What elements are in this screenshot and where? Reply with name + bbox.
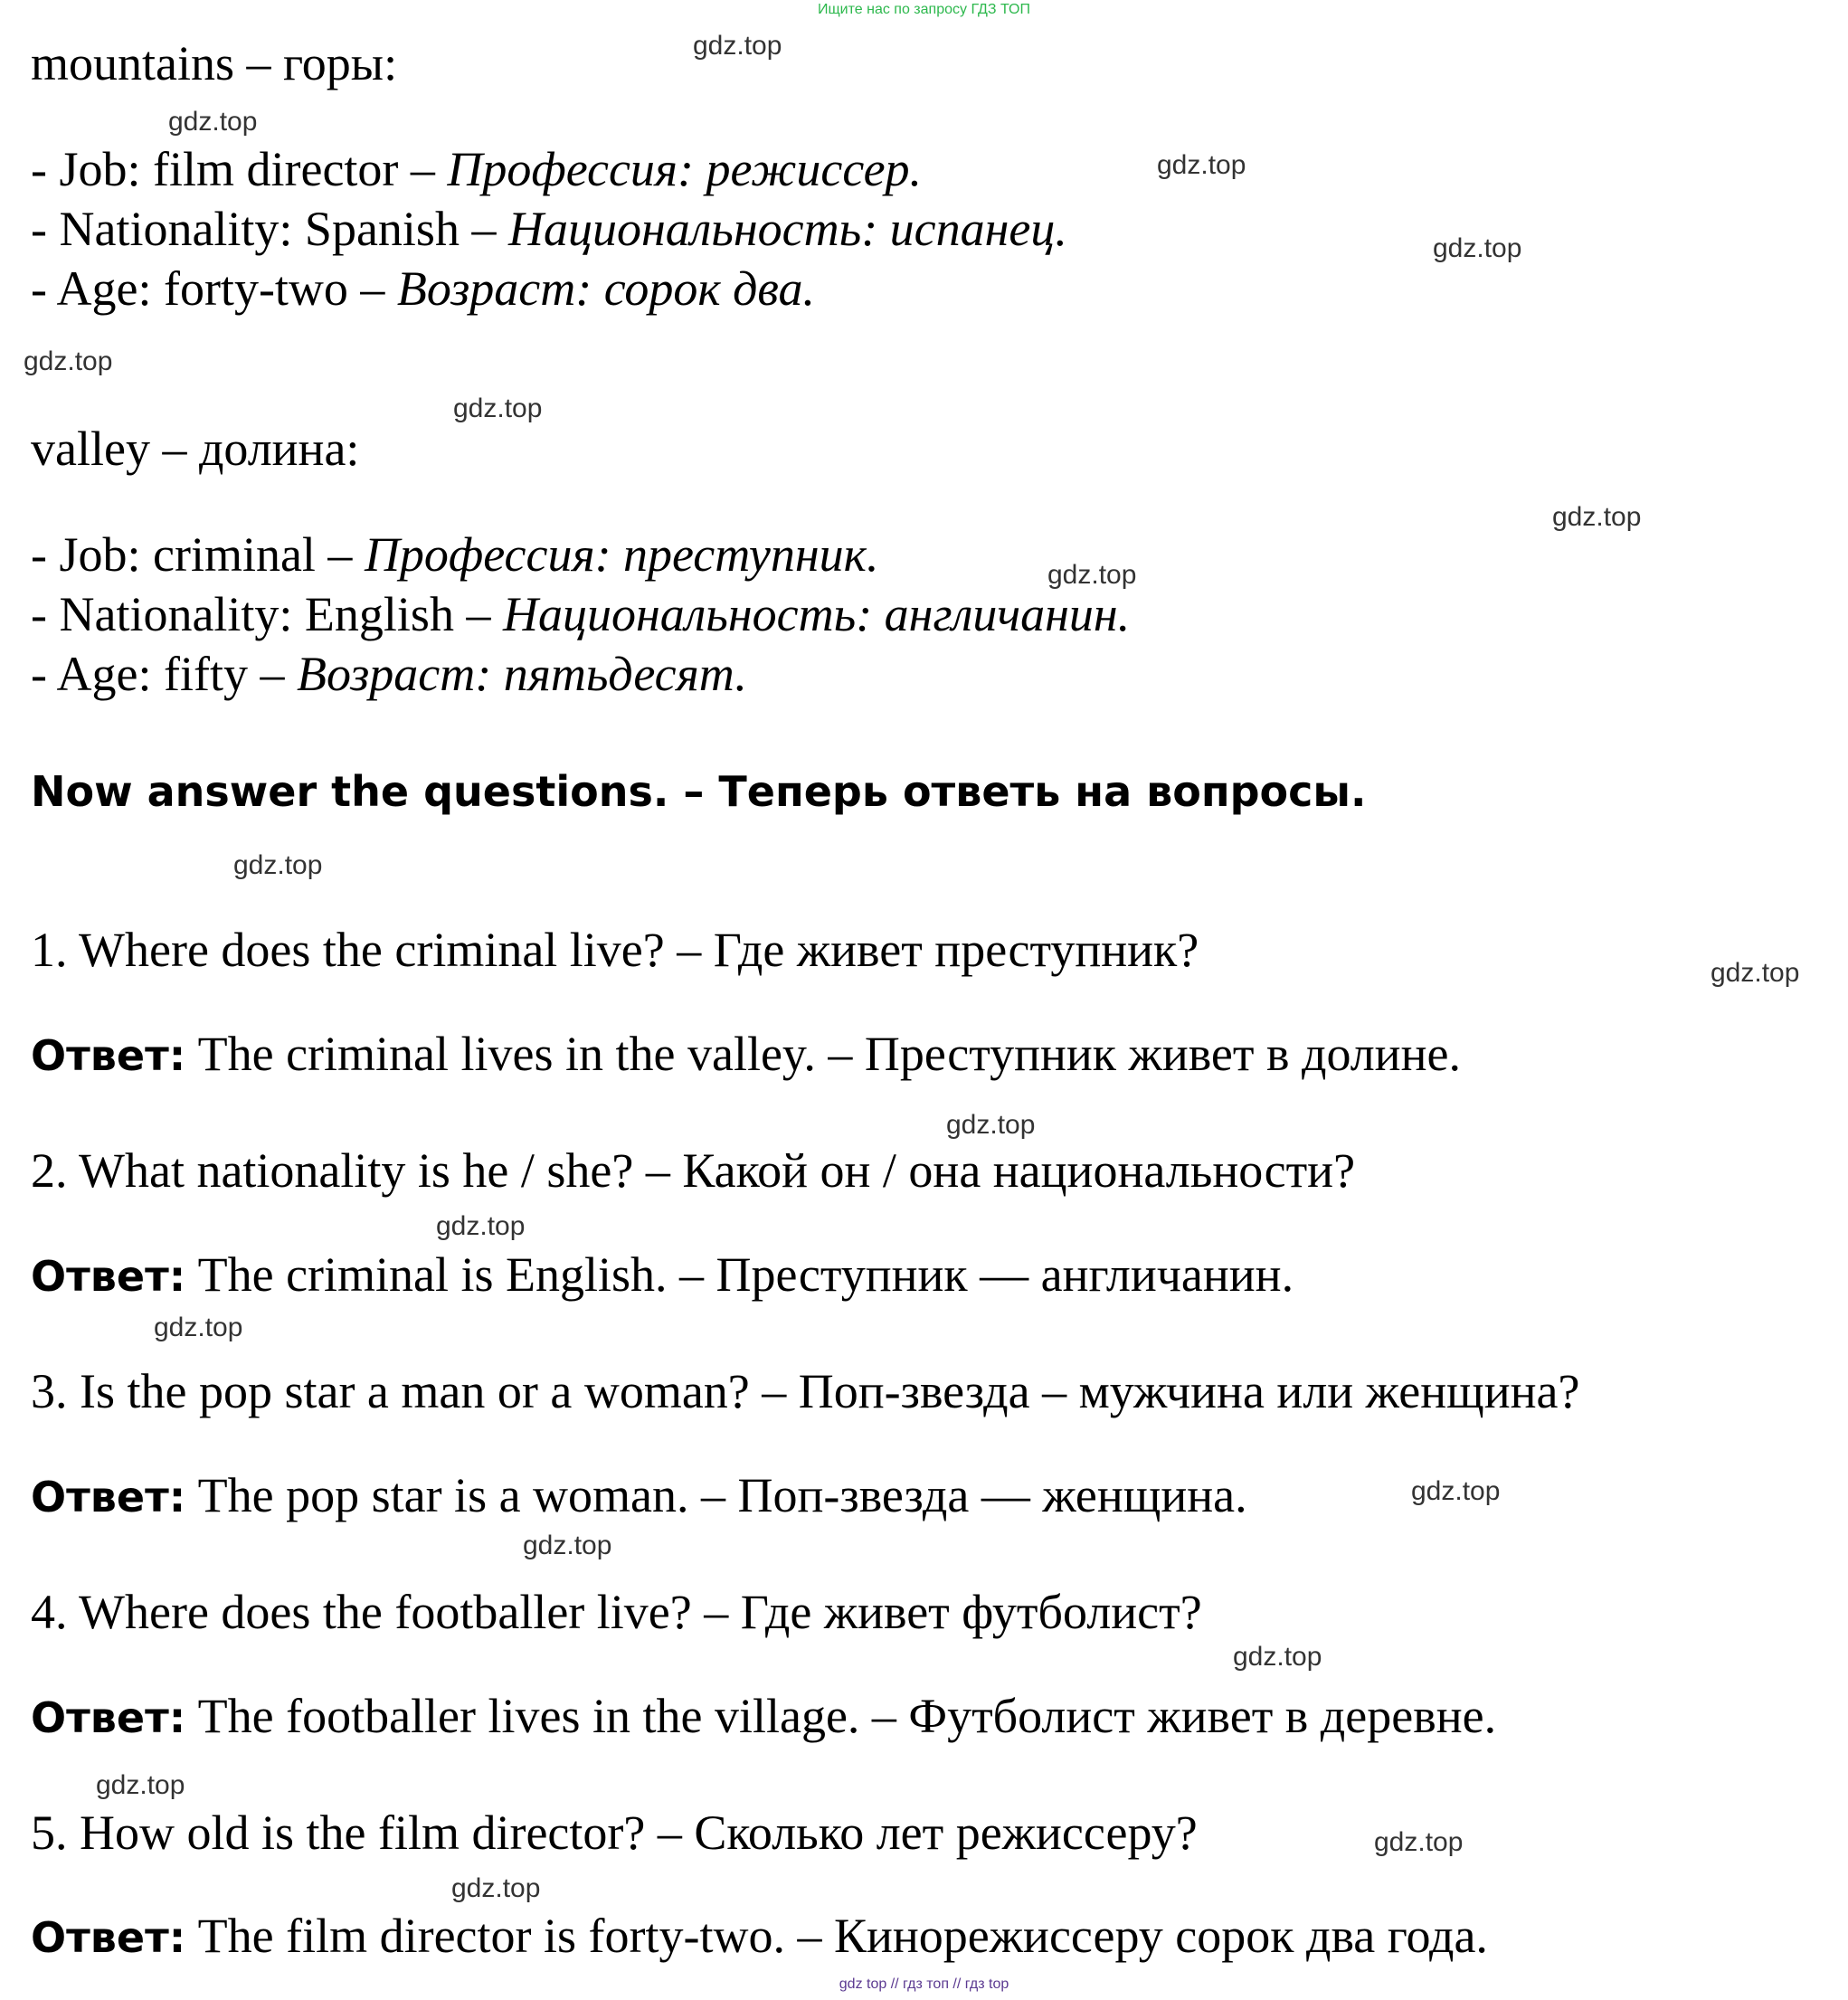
fact-age-1 [31,260,815,318]
fact-ru: Возраст: пятьдесят. [296,647,747,701]
fact-en: - Job: film director – [31,142,448,196]
watermark: gdz.top [1157,150,1246,180]
watermark: gdz.top [1552,502,1642,532]
fact-ru: Возраст: сорок два. [396,261,815,316]
section-title-valley: valley – долина: [31,422,360,476]
fact-en: - Nationality: English – [31,587,503,641]
answer-4 [31,1687,1496,1747]
watermark: gdz.top [693,31,782,61]
document-content [31,0,1835,1972]
answer-label: Ответ: [31,1913,186,1962]
question-2: 2. What nationality is he / she? – Какой он / она национальности? [31,1143,1356,1198]
watermark: gdz.top [453,393,543,423]
fact-en: - Job: criminal – [31,527,365,582]
answer-label: Ответ: [31,1473,186,1521]
fact-en: - Age: forty-two – [31,261,397,316]
fact-age-2 [31,645,747,703]
watermark: gdz.top [1433,233,1522,263]
watermark: gdz.top [946,1110,1036,1140]
answer-label: Ответ: [31,1693,186,1742]
answer-label: Ответ: [31,1252,186,1301]
fact-en: - Nationality: Spanish – [31,202,508,256]
watermark: gdz.top [523,1531,612,1560]
watermark: gdz.top [1374,1827,1464,1857]
watermark: gdz.top [1047,560,1137,590]
answer-1 [31,1025,1461,1085]
question-4: 4. Where does the footballer live? – Где живет футболист? [31,1585,1202,1639]
question-5: 5. How old is the film director? – Сколько лет режиссеру? [31,1806,1198,1860]
watermark: gdz.top [1233,1642,1322,1672]
fact-ru: Национальность: англичанин. [502,587,1131,641]
section-title-mountains: mountains – горы: [31,36,398,90]
fact-ru: Национальность: испанец. [507,202,1067,256]
watermark: gdz.top [436,1211,526,1241]
watermark: gdz.top [24,346,113,376]
watermark: gdz.top [233,850,323,880]
answer-text: The film director is forty-two. – Кинорежиссеру сорок два года. [185,1909,1488,1963]
fact-nationality-2 [31,585,1130,643]
watermark: gdz.top [168,107,258,137]
bottom-banner: gdz top // гдз топ // гдз top [839,1976,1009,1992]
question-3: 3. Is the pop star a man or a woman? – Поп-звезда – мужчина или женщина? [31,1364,1580,1418]
answer-5 [31,1907,1488,1967]
fact-en: - Age: fifty – [31,647,297,701]
fact-ru: Профессия: преступник. [364,527,879,582]
fact-job-2 [31,526,878,583]
answer-text: The pop star is a woman. – Поп-звезда — женщина. [185,1468,1247,1522]
answer-text: The criminal lives in the valley. – Преступник живет в долине. [185,1027,1461,1081]
fact-nationality-1 [31,200,1067,258]
answer-label: Ответ: [31,1031,186,1080]
questions-heading: Now answer the questions. – Теперь ответь на вопросы. [31,767,1367,816]
top-banner: Ищите нас по запросу ГДЗ ТОП [818,2,1030,17]
answer-3 [31,1466,1247,1526]
watermark: gdz.top [154,1313,243,1342]
question-1: 1. Where does the criminal live? – Где живет преступник? [31,923,1199,977]
watermark: gdz.top [1411,1476,1501,1506]
fact-ru: Профессия: режиссер. [447,142,923,196]
watermark: gdz.top [1711,958,1800,988]
answer-text: The criminal is English. – Преступник — англичанин. [185,1247,1294,1302]
watermark: gdz.top [451,1873,541,1903]
answer-text: The footballer lives in the village. – Футболист живет в деревне. [185,1689,1497,1743]
watermark: gdz.top [96,1770,185,1800]
fact-job-1 [31,140,922,198]
answer-2 [31,1246,1294,1305]
